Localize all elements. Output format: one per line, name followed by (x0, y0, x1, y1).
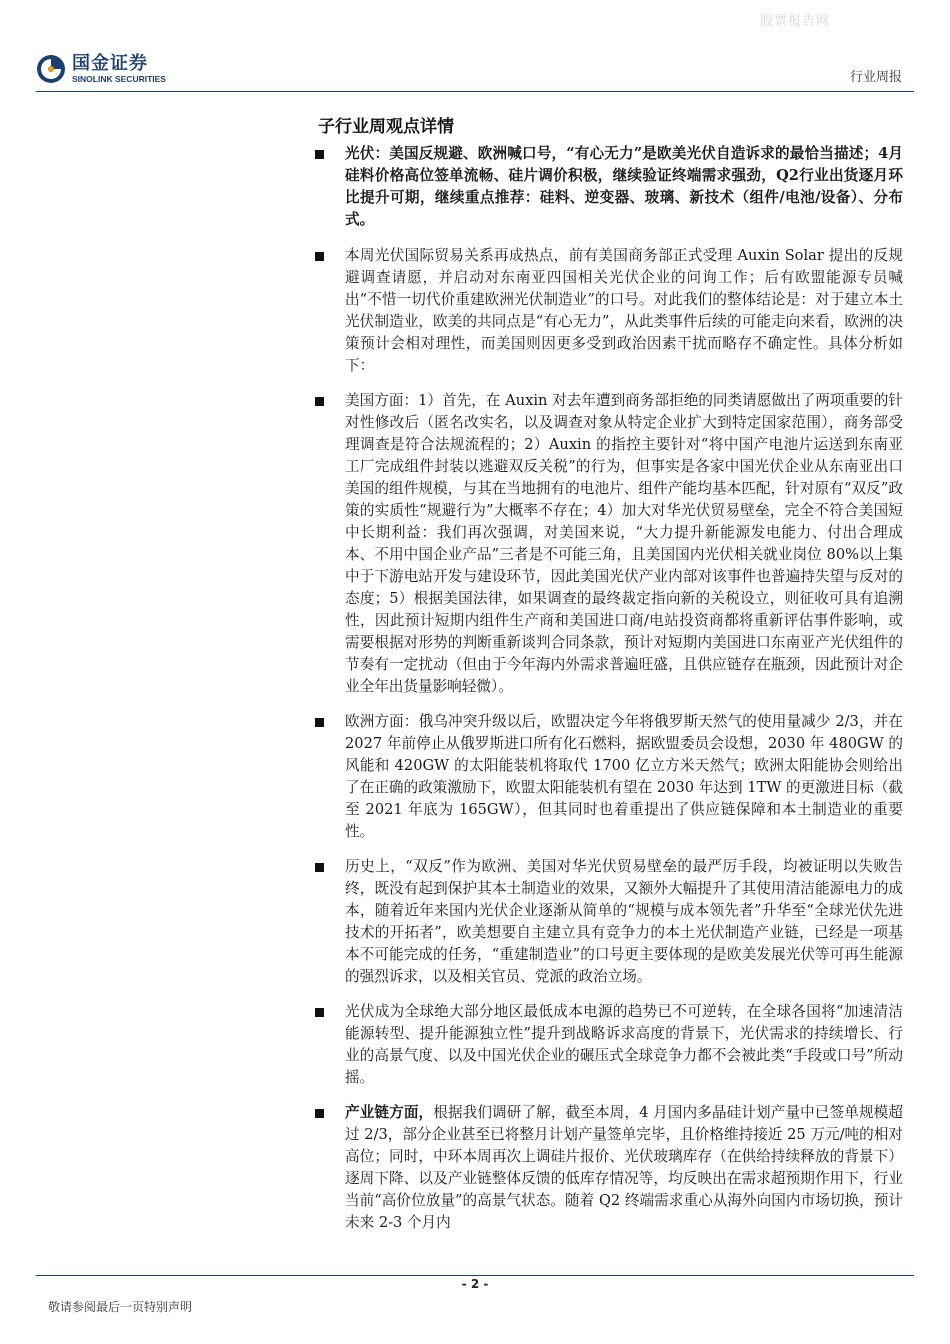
square-bullet-icon (315, 252, 324, 261)
watermark-text: 股票报告网 (759, 14, 830, 29)
bullet-paragraph-3 (313, 390, 903, 698)
document-type-label: 行业周报 (849, 70, 902, 85)
paragraph-lead: 产业链方面， (345, 1104, 434, 1121)
paragraph-text: 历史上，“双反”作为欧洲、美国对华光伏贸易壁垒的最严厉手段，均被证明以失败告终，既没有起到保护其本土制造业的效果，又额外大幅提升了其使用清洁能源电力的成本，随着近年来国内光伏企业逐渐从简单的“规模与成本领先者”升华至“全球光伏先进技术的开拓者”，欧美想要自主建立具有竞争力的本土光伏制造产业链，已经是一项基本不可能完成的任务，“重建制造业”的口号更主要体现的是欧美发展光伏等可再生能源的强烈诉求，以及相关官员、党派的政治立场。 (345, 858, 903, 985)
square-bullet-icon (315, 1008, 324, 1017)
bullet-paragraph-5 (313, 856, 903, 988)
paragraph-text: 欧洲方面：俄乌冲突升级以后，欧盟决定今年将俄罗斯天然气的使用量减少 2/3，并在 2027 年前停止从俄罗斯进口所有化石燃料，据欧盟委员会设想，2030 年 480GW 的风能和 420GW 的太阳能装机将取代 1700 亿立方米天然气；欧洲太阳能协会则给出了在正确的政策激励下，欧盟太阳能装机有望在 2030 年达到 1TW 的更激进目标（截至 2021 年底为 165GW），但其同时也着重提出了供应链保障和本土制造业的重要性。 (345, 713, 903, 840)
logo-english-name: SINOLINK SECURITIES (72, 74, 166, 84)
bullet-paragraph-4 (313, 711, 903, 843)
paragraph-text: 光伏：美国反规避、欧洲喊口号，“有心无力”是欧美光伏自造诉求的最恰当描述；4月硅料价格高位签单流畅、硅片调价积极，继续验证终端需求强劲，Q2行业出货逐月环比提升可期，继续重点推荐：硅料、逆变器、玻璃、新技术（组件/电池/设备）、分布式。 (345, 145, 903, 228)
paragraph-text: 光伏成为全球绝大部分地区最低成本电源的趋势已不可逆转，在全球各国将“加速清洁能源转型、提升能源独立性”提升到战略诉求高度的背景下，光伏需求的持续增长、行业的高景气度、以及中国光伏企业的碾压式全球竞争力都不会被此类“手段或口号”所动摇。 (345, 1003, 903, 1086)
square-bullet-icon (315, 397, 324, 406)
square-bullet-icon (315, 863, 324, 872)
square-bullet-icon (315, 150, 324, 159)
square-bullet-icon (315, 718, 324, 727)
bullet-paragraph-6 (313, 1001, 903, 1089)
header-divider (36, 91, 914, 92)
section-title: 子行业周观点详情 (318, 117, 454, 137)
logo-chinese-name: 国金证券 (72, 53, 148, 74)
bullet-paragraph-2 (313, 245, 903, 377)
bullet-paragraph-7 (313, 1102, 903, 1234)
bullet-paragraph-1 (313, 143, 903, 231)
footer-divider (36, 1275, 914, 1276)
paragraph-text: 本周光伏国际贸易关系再成热点，前有美国商务部正式受理 Auxin Solar 提出的反规避调查请愿，并启动对东南亚四国相关光伏企业的问询工作；后有欧盟能源专员喊出“不惜一切代价重建欧洲光伏制造业”的口号。对此我们的整体结论是：对于建立本土光伏制造业，欧美的共同点是“有心无力”，从此类事件后续的可能走向来看，欧洲的决策预计会相对理性，而美国则因更多受到政治因素干扰而略存不确定性。具体分析如下： (345, 247, 903, 374)
sinolink-logo-icon (36, 54, 66, 84)
square-bullet-icon (315, 1109, 324, 1118)
page-number: - 2 - (461, 1277, 489, 1291)
disclaimer-note: 敬请参阅最后一页特别声明 (48, 1300, 193, 1314)
paragraph-text: 根据我们调研了解，截至本周，4 月国内多晶硅计划产量中已签单规模超过 2/3，部分企业甚至已将整月计划产量签单完毕，且价格维持接近 25 万元/吨的相对高位；同时，中环本周再次上调硅片报价、光伏玻璃库存（在供给持续释放的背景下）逐周下降、以及产业链整体反馈的低库存情况等，均反映出在需求超预期作用下，行业当前“高价位放量”的高景气状态。随着 Q2 终端需求重心从海外向国内市场切换，预计未来 2-3 个月内 (345, 1104, 903, 1231)
company-logo (36, 54, 166, 84)
paragraph-text: 美国方面：1）首先，在 Auxin 对去年遭到商务部拒绝的同类请愿做出了两项重要的针对性修改后（匿名改实名，以及调查对象从特定企业扩大到特定国家范围），商务部受理调查是符合法规流程的；2）Auxin 的指控主要针对“将中国产电池片运送到东南亚工厂完成组件封装以逃避双反关税”的行为，但事实是各家中国光伏企业从东南亚出口美国的组件规模，与其在当地拥有的电池片、组件产能均基本匹配，针对原有“双反”政策的实质性“规避行为”大概率不存在；4）加大对华光伏贸易壁垒，完全不符合美国短中长期利益：我们再次强调，对美国来说，“大力提升新能源发电能力、付出合理成本、不用中国企业产品”三者是不可能三角，且美国国内光伏相关就业岗位 80%以上集中于下游电站开发与建设环节，因此美国光伏产业内部对该事件也普遍持失望与反对的态度；5）根据美国法律，如果调查的最终裁定指向新的关税设立，则征收可具有追溯性，因此预计短期内组件生产商和美国进口商/电站投资商都将重新评估事件影响，或需要根据对形势的判断重新谈判合同条款，预计对短期内美国进口东南亚产光伏组件的节奏有一定扰动（但由于今年海内外需求普遍旺盛，且供应链存在瓶颈，因此预计对企业全年出货量影响轻微）。 (345, 392, 903, 695)
report-body (313, 143, 903, 1247)
